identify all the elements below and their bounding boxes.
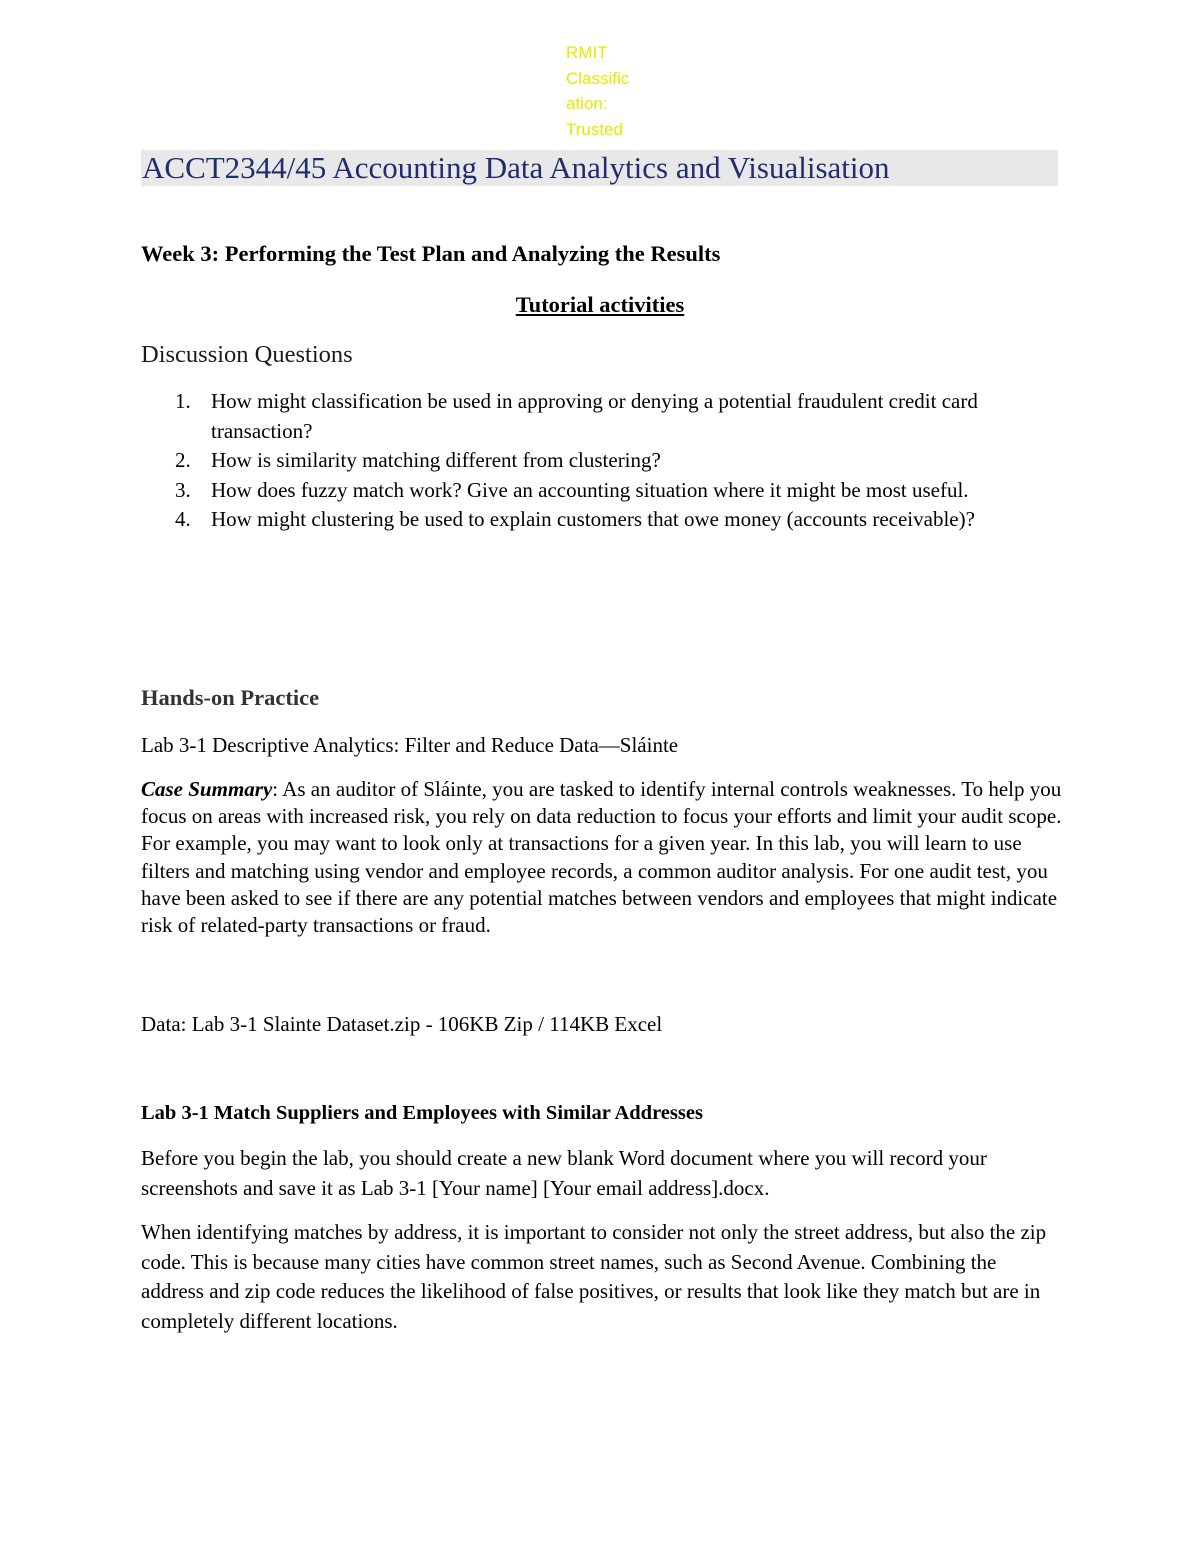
classification-label [566,40,646,142]
address-matching-paragraph: When identifying matches by address, it is important to consider not only the street address, but also the zip code. This is because many cities have common street names, such as Second Avenue. Combining the address and zip code reduces the likelihood of false positives, or results that look like they match but are in completely different locations. [141,1220,1047,1333]
list-item-number: 2. [175,448,191,472]
list-item-text: How does fuzzy match work? Give an accounting situation where it might be most useful. [211,477,969,502]
instructions-paragraph: Before you begin the lab, you should create a new blank Word document where you will record your screenshots and save it as Lab 3-1 [Your name] [Your email address].docx. [141,1146,987,1200]
list-item-number: 3. [175,477,191,502]
classification-line: Trusted [566,119,624,139]
discussion-heading: Discussion Questions [141,341,353,368]
classification-line: Classific [566,68,630,88]
case-summary-label: Case Summary [141,777,273,801]
dataset-line: Data: Lab 3-1 Slainte Dataset.zip - 106KB Zip / 114KB Excel [141,1012,663,1036]
list-item [141,476,1041,506]
list-item [141,446,1041,476]
case-summary-text: : As an auditor of Sláinte, you are tasked to identify internal controls weaknesses. To help you focus on areas with increased risk, you rely on data reduction to focus your efforts and limit your audit scope. For example, you may want to look only at transactions for a given year. In this lab, you will learn to use filters and matching using vendor and employee records, a common auditor analysis. For one audit test, you have been asked to see if there are any potential matches between vendors and employees that might indicate risk of related-party transactions or fraud. [141,777,1062,938]
list-item-text: How might classification be used in approving or denying a potential fraudulent credit card transaction? [211,389,978,443]
lab-match-heading: Lab 3-1 Match Suppliers and Employees with Similar Addresses [141,1102,703,1124]
lab-title: Lab 3-1 Descriptive Analytics: Filter and Reduce Data—Sláinte [141,733,679,757]
hands-on-heading: Hands-on Practice [141,685,320,710]
document-title: ACCT2344/45 Accounting Data Analytics and Visualisation [142,150,890,185]
classification-line: ation: [566,94,608,113]
list-item [141,505,1041,535]
list-item [141,387,1041,446]
list-item-text: How might clustering be used to explain customers that owe money (accounts receivable)? [211,507,975,531]
discussion-question-list [141,387,1041,535]
tutorial-heading: Tutorial activities [515,292,685,317]
case-summary [141,776,1063,939]
list-item-text: How is similarity matching different from clustering? [211,448,661,472]
week-heading: Week 3: Performing the Test Plan and Analyzing the Results [141,241,721,266]
classification-line: RMIT [566,43,608,62]
list-item-number: 4. [175,507,191,531]
list-item-number: 1. [175,389,191,413]
